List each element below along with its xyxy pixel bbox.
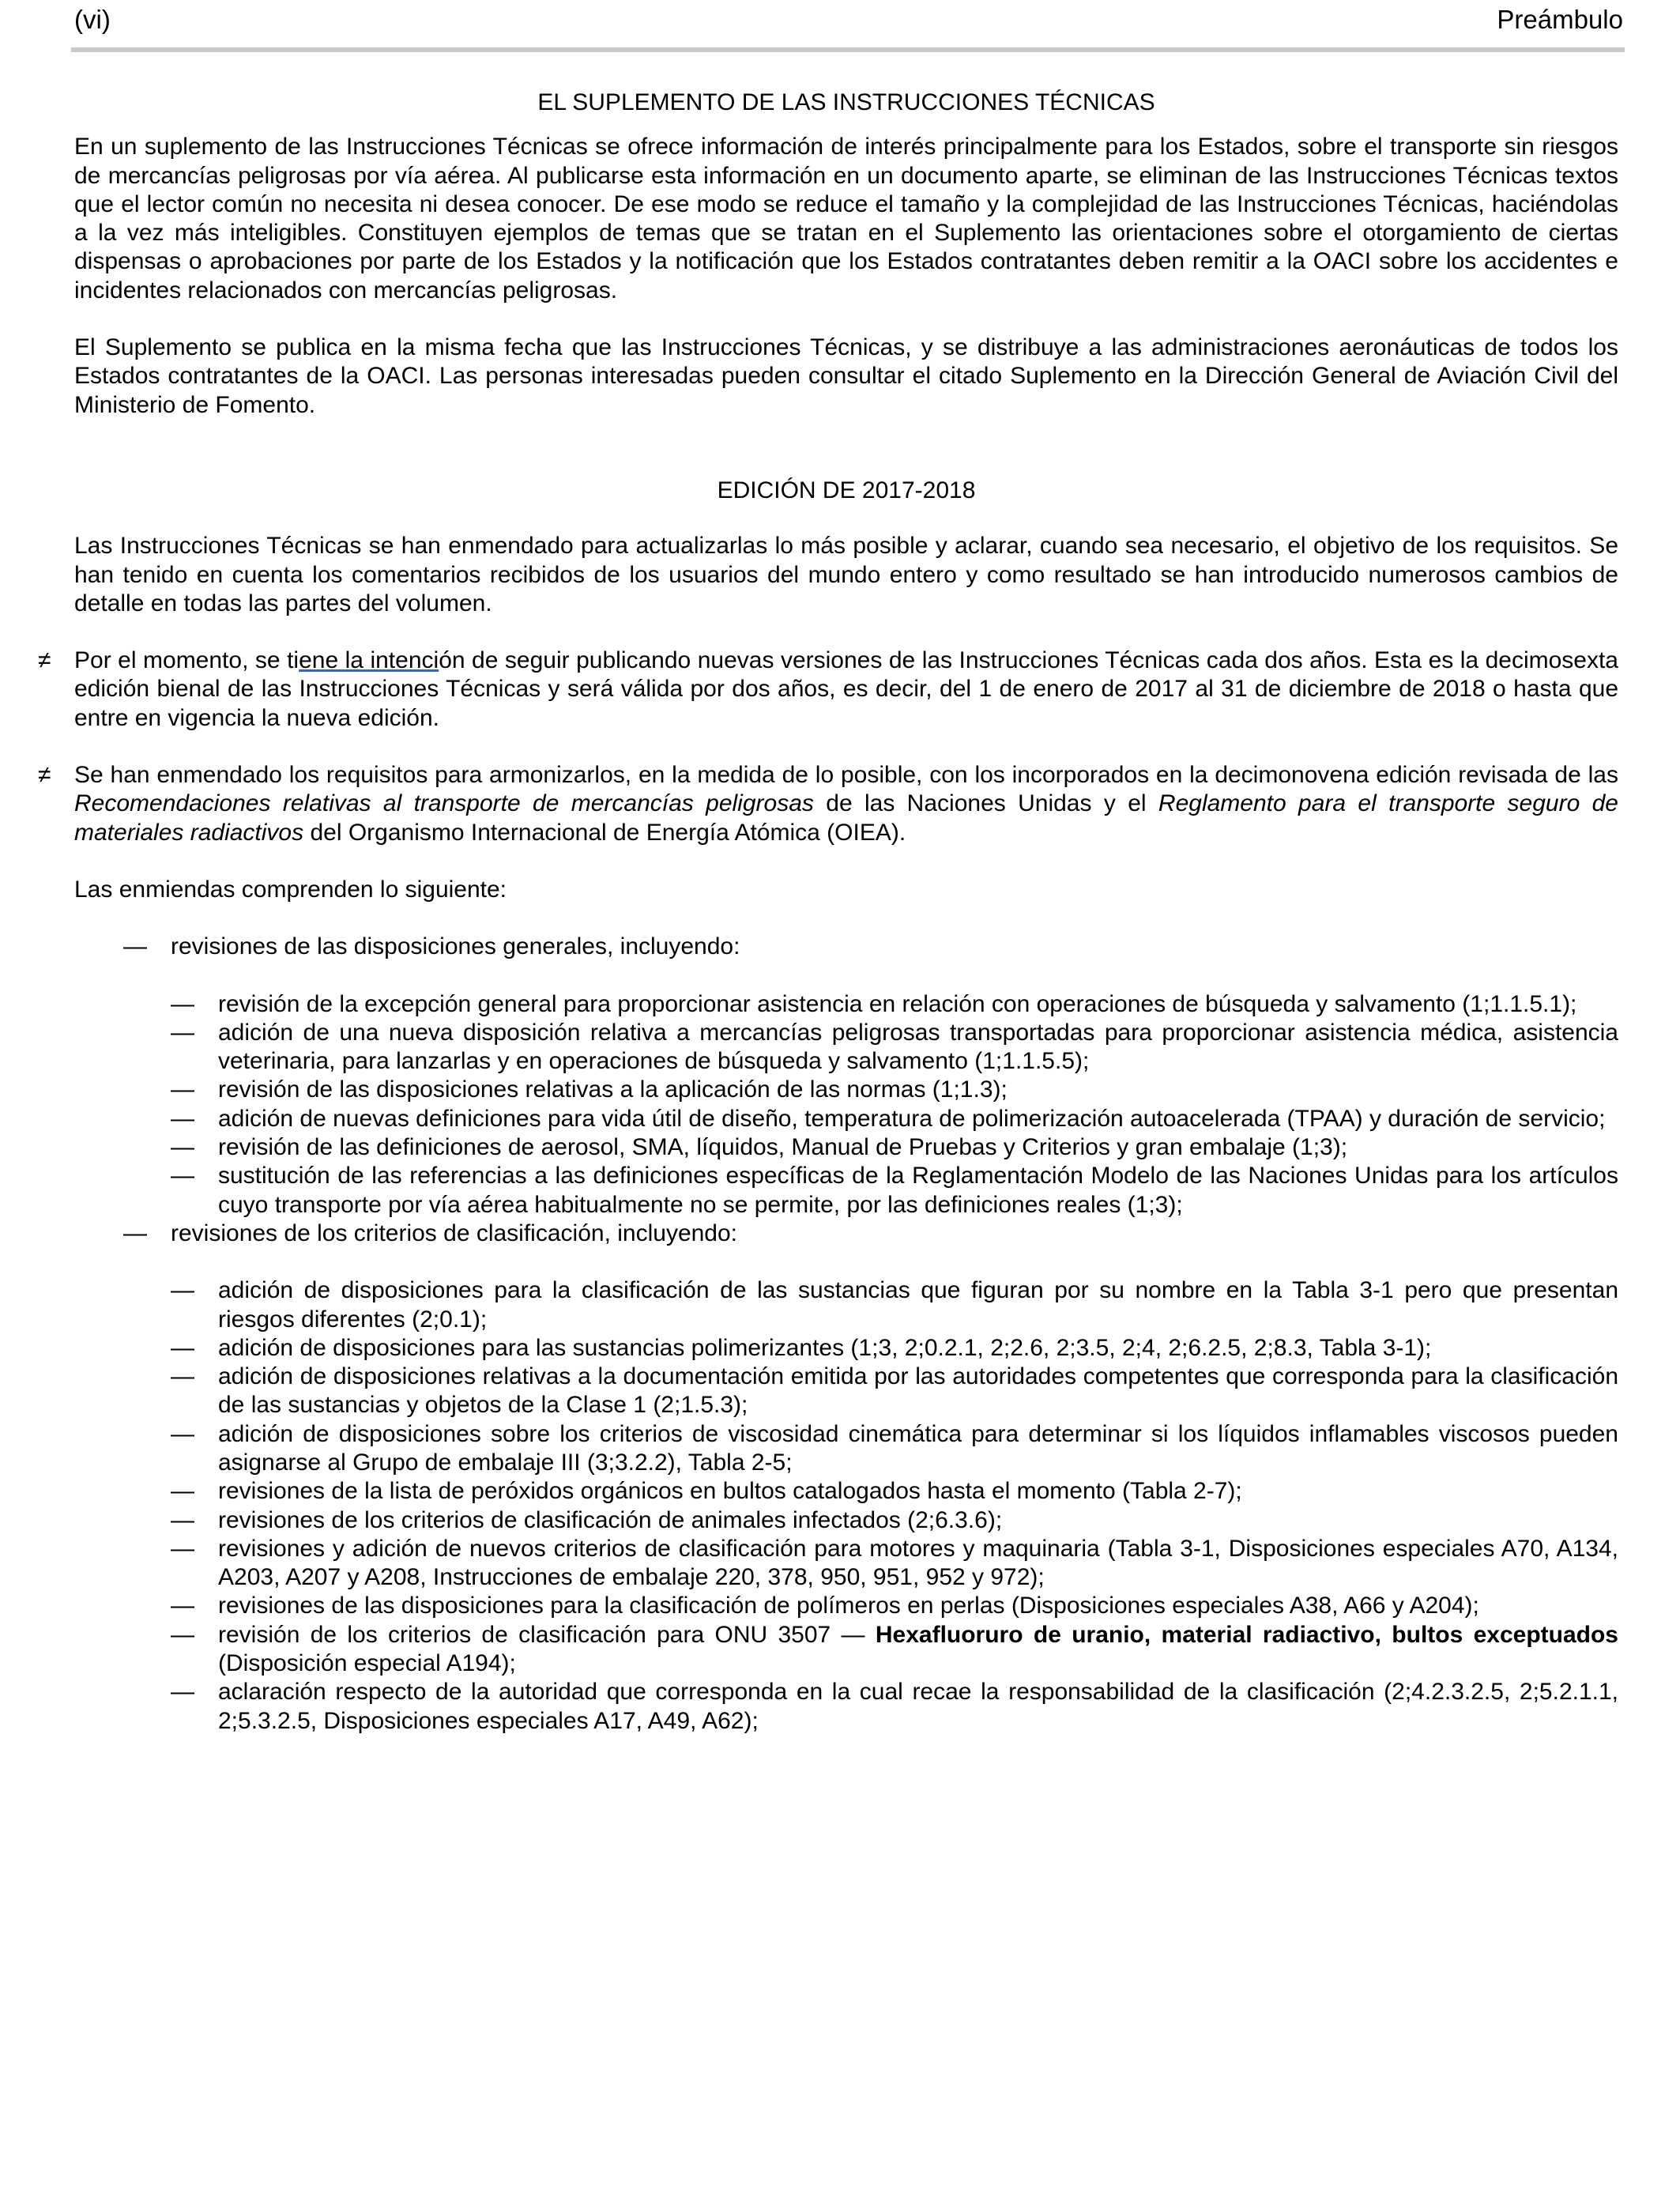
change-mark-icon: ≠ [38, 647, 51, 674]
sub-list-general [171, 990, 1618, 1220]
dash-bullet: — [123, 1220, 147, 1246]
reference-title-oiea: Reglamento para el transporte seguro de materiales radiactivos [74, 790, 1618, 846]
paragraph-edicion-1: Las Instrucciones Técnicas se han enmendado para actualizarlas lo más posible y aclarar, cuando sea necesario, el objetivo de los requisitos. Se han tenido en cuenta los comentarios recibidos de los usuarios del mundo entero y como resultado se han introducido numerosos cambios de detalle en todas las partes del volumen. [74, 533, 1618, 616]
paragraph-edicion-2: ≠ Por el momento, se tiene la intención de seguir publicando nuevas versiones de las Instrucciones Técnicas cada dos años. Esta es la decimosexta edición bienal de las Instrucciones Técnicas y será válida por dos años, es decir, del 1 de enero de 2017 al 31 de diciembre de 2018 o hasta que entre en vigencia la nueva edición. [38, 647, 1618, 731]
list-item: — revisión de la excepción general para proporcionar asistencia en relación con operaciones de búsqueda y salvamento (1;1.1.5.1); [171, 990, 1577, 1017]
list-item: — revisión de los criterios de clasificación para ONU 3507 — Hexafluoruro de uranio, material radiactivo, bultos exceptuados (Disposición especial A194); [171, 1621, 1618, 1677]
document-body [38, 89, 1618, 1736]
dash-bullet: — [123, 933, 147, 960]
reference-title-un: Recomendaciones relativas al transporte de mercancías peligrosas [74, 790, 814, 817]
list-item: — adición de disposiciones relativas a la documentación emitida por las autoridades competentes que corresponda para la clasificación de las sustancias y objetos de la Clase 1 (2;1.5.3); [171, 1363, 1618, 1419]
paragraph-enmiendas-intro: Las enmiendas comprenden lo siguiente: [74, 876, 507, 903]
section-heading-suplemento: EL SUPLEMENTO DE LAS INSTRUCCIONES TÉCNICAS [537, 89, 1155, 115]
list-item: — adición de disposiciones sobre los criterios de viscosidad cinemática para determinar si los líquidos inflamables viscosos pueden asignarse al Grupo de embalaje III (3;3.2.2), Tabla 2-5; [171, 1420, 1618, 1476]
paragraph-suplemento-1: En un suplemento de las Instrucciones Técnicas se ofrece información de interés principalmente para los Estados, sobre el transporte sin riesgos de mercancías peligrosas por vía aérea. Al publicarse esta información en un documento aparte, se eliminan de las Instrucciones Técnicas textos que el lector común no necesita ni desea conocer. De ese modo se reduce el tamaño y la complejidad de las Instrucciones Técnicas, haciéndolas a la vez más inteligibles. Constituyen ejemplos de temas que se tratan en el Suplemento las orientaciones sobre el otorgamiento de ciertas dispensas o aprobaciones por parte de los Estados y la notificación que los Estados contratantes deben remitir a la OACI sobre los accidentes e incidentes relacionados con mercancías peligrosas. [74, 134, 1618, 303]
list-item: — revisiones de las disposiciones para la clasificación de polímeros en perlas (Disposiciones especiales A38, A66 y A204); [171, 1593, 1479, 1619]
list-item: — revisiones y adición de nuevos criterios de clasificación para motores y maquinaria (Tabla 3-1, Disposiciones especiales A70, A134, A203, A207 y A208, Instrucciones de embalaje 220, 378, 950, 951, 952 y 972); [171, 1535, 1618, 1591]
list-item: — revisiones de la lista de peróxidos orgánicos en bultos catalogados hasta el momento (Tabla 2-7); [171, 1478, 1242, 1505]
list-item: — adición de una nueva disposición relativa a mercancías peligrosas transportadas para proporcionar asistencia médica, asistencia veterinaria, para lanzarlas y en operaciones de búsqueda y salvamento (1;1.1.5.5); [171, 1019, 1618, 1075]
amendment-group-general [74, 933, 1618, 1220]
list-item: — adición de disposiciones para la clasificación de las sustancias que figuran por su nombre en la Tabla 3-1 pero que presentan riesgos diferentes (2;0.1); [171, 1277, 1618, 1333]
amendments-list [74, 933, 1618, 1736]
header-rule [71, 47, 1625, 52]
list-item: — sustitución de las referencias a las definiciones específicas de la Reglamentación Modelo de las Naciones Unidas para los artículos cuyo transporte por vía aérea habitualmente no se permite, por las definiciones reales (1;3); [171, 1163, 1618, 1218]
section-heading-edicion: EDICIÓN DE 2017-2018 [717, 477, 976, 503]
sub-list-classification [171, 1276, 1618, 1736]
section-title: Preámbulo [1497, 5, 1623, 34]
change-mark-icon: ≠ [38, 762, 51, 789]
group-label: revisiones de los criterios de clasificación, incluyendo: [171, 1220, 738, 1246]
paragraph-suplemento-2: El Suplemento se publica en la misma fecha que las Instrucciones Técnicas, y se distribuye a las administraciones aeronáuticas de todos los Estados contratantes de la OACI. Las personas interesadas pueden consultar el citado Suplemento en la Dirección General de Aviación Civil del Ministerio de Fomento. [74, 334, 1618, 418]
page-header [74, 5, 1623, 44]
page-number: (vi) [74, 5, 111, 34]
list-item: — adición de nuevas definiciones para vida útil de diseño, temperatura de polimerización autoacelerada (TPAA) y duración de servicio; [171, 1105, 1606, 1132]
amendment-group-classification [74, 1220, 1618, 1736]
list-item: — revisiones de los criterios de clasificación de animales infectados (2;6.3.6); [171, 1506, 1003, 1533]
paragraph-edicion-3: ≠ Se han enmendado los requisitos para armonizarlos, en la medida de lo posible, con los incorporados en la decimonovena edición revisada de las Recomendaciones relativas al transporte de mercancías peligrosas de las Naciones Unidas y el Reglamento para el transporte seguro de materiales radiactivos del Organismo Internacional de Energía Atómica (OIEA). [38, 762, 1618, 846]
group-label: revisiones de las disposiciones generales, incluyendo: [171, 933, 740, 960]
list-item: — revisión de las disposiciones relativas a la aplicación de las normas (1;1.3); [171, 1076, 1008, 1103]
un3507-proper-name: Hexafluoruro de uranio, material radiactivo, bultos exceptuados [875, 1621, 1618, 1648]
list-item: — aclaración respecto de la autoridad que corresponda en la cual recae la responsabilidad de la clasificación (2;4.2.3.2.5, 2;5.2.1.1, 2;5.3.2.5, Disposiciones especiales A17, A49, A62); [171, 1679, 1618, 1734]
list-item: — revisión de las definiciones de aerosol, SMA, líquidos, Manual de Pruebas y Criterios y gran embalaje (1;3); [171, 1134, 1348, 1161]
tracked-change-text: ene la intenci [299, 647, 439, 674]
list-item: — adición de disposiciones para las sustancias polimerizantes (1;3, 2;0.2.1, 2;2.6, 2;3.5, 2;4, 2;6.2.5, 2;8.3, Tabla 3-1); [171, 1334, 1432, 1361]
